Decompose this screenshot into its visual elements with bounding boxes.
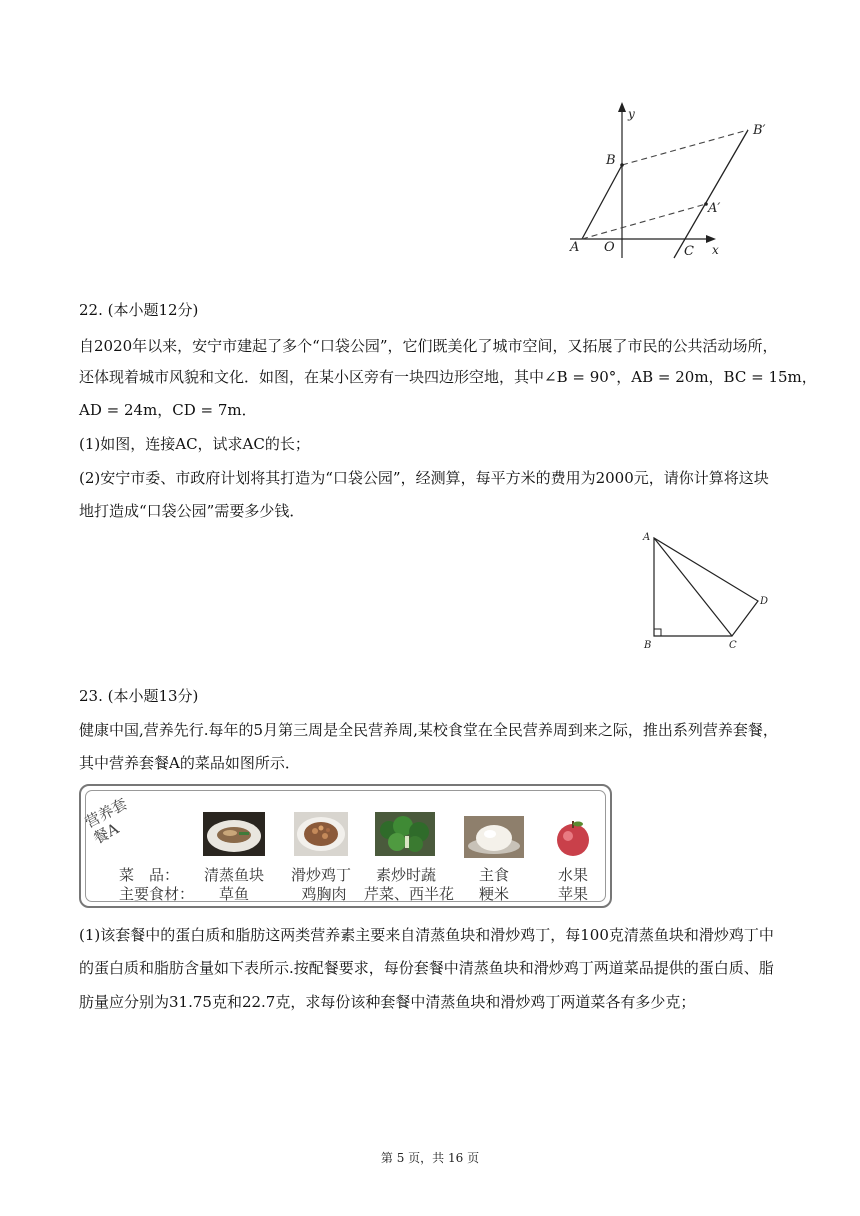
x-axis-arrow: [706, 235, 716, 243]
q22-para-line3: AD = 24m，CD = 7m．: [79, 401, 257, 419]
dish-ingredient-3: 芹菜、西半花: [363, 885, 454, 903]
dashed-b-bprime: [622, 130, 748, 165]
q23-part1-line2: 的蛋白质和脂肪含量如下表所示.按配餐要求，每份套餐中清蒸鱼块和滑炒鸡丁两道菜品提供的蛋白质、脂: [79, 959, 774, 977]
dish-name-3: 素炒时蔬: [375, 866, 436, 884]
label-o: O: [604, 240, 615, 255]
q22-para-line1: 自2020年以来，安宁市建起了多个“口袋公园”，它们既美化了城市空间，又拓展了市民的公共活动场所，: [79, 337, 778, 355]
dish-ingredient-2: 鸡胸肉: [301, 885, 347, 903]
fig-label-b: B: [644, 640, 652, 651]
quadrilateral-figure: [636, 526, 776, 656]
q22-part1: (1)如图，连接AC，试求AC的长；: [79, 435, 310, 453]
x-axis-label: x: [712, 243, 719, 257]
label-c: C: [684, 244, 694, 259]
dish-ingredient-1: 草鱼: [218, 885, 249, 903]
right-angle-mark: [654, 629, 661, 636]
q23-para-line2: 其中营养套餐A的菜品如图所示．: [79, 754, 300, 772]
label-aprime: A′: [708, 201, 721, 216]
meal-menu-card: [79, 784, 612, 908]
row-label-dishes: 菜 品：: [119, 866, 180, 884]
q22-part2-line1: (2)安宁市委、市政府计划将其打造为“口袋公园”，经测算，每平方米的费用为2000元，请你计算将这块: [79, 469, 769, 487]
dish-ingredient-5: 苹果: [557, 885, 588, 903]
label-a: A: [570, 240, 580, 255]
dish-name-1: 清蒸鱼块: [203, 866, 264, 884]
q23-para-line1: 健康中国,营养先行.每年的5月第三周是全民营养周,某校食堂在全民营养周到来之际，推出系列营养套餐，: [79, 721, 778, 739]
fig-label-d: D: [760, 596, 769, 607]
y-axis-label: y: [628, 107, 635, 121]
dish-name-2: 滑炒鸡丁: [290, 866, 351, 884]
quadrilateral-abcd: [654, 538, 758, 636]
chicken-dish-image: [294, 812, 348, 856]
dish-name-4: 主食: [478, 866, 509, 884]
translation-graph: [560, 98, 780, 268]
label-b: B: [606, 153, 616, 168]
q22-heading: 22. (本小题12分): [79, 301, 199, 319]
label-bprime: B′: [753, 123, 766, 138]
menu-title: 营养套餐A: [81, 794, 131, 848]
point-b: [620, 163, 624, 167]
apple-image: [551, 816, 595, 860]
page-footer: 第 5 页，共 16 页: [380, 1151, 480, 1165]
q22-para-line2: 还体现着城市风貌和文化．如图，在某小区旁有一块四边形空地，其中∠B = 90°，AB = 20m，BC = 15m，: [79, 368, 817, 386]
vegetable-dish-image: [375, 812, 435, 856]
q22-part2-line2: 地打造成“口袋公园”需要多少钱．: [79, 502, 305, 520]
q23-part1-line3: 肪量应分别为31.75克和22.7克，求每份该种套餐中清蒸鱼块和滑炒鸡丁两道菜各有多少克；: [79, 993, 696, 1011]
q23-part1-line1: (1)该套餐中的蛋白质和脂肪这两类营养素主要来自清蒸鱼块和滑炒鸡丁，每100克清蒸鱼块和滑炒鸡丁中: [79, 926, 774, 944]
row-label-ingredients: 主要食材：: [119, 885, 195, 903]
rice-dish-image: [464, 816, 524, 858]
fig-label-c: C: [729, 640, 737, 651]
segment-ab: [582, 165, 622, 239]
diagonal-ac: [654, 538, 732, 636]
q23-heading: 23. (本小题13分): [79, 687, 199, 705]
fish-dish-image: [203, 812, 265, 856]
dish-ingredient-4: 粳米: [478, 885, 509, 903]
dish-name-5: 水果: [557, 866, 588, 884]
fig-label-a: A: [643, 532, 651, 543]
y-axis-arrow: [618, 102, 626, 112]
